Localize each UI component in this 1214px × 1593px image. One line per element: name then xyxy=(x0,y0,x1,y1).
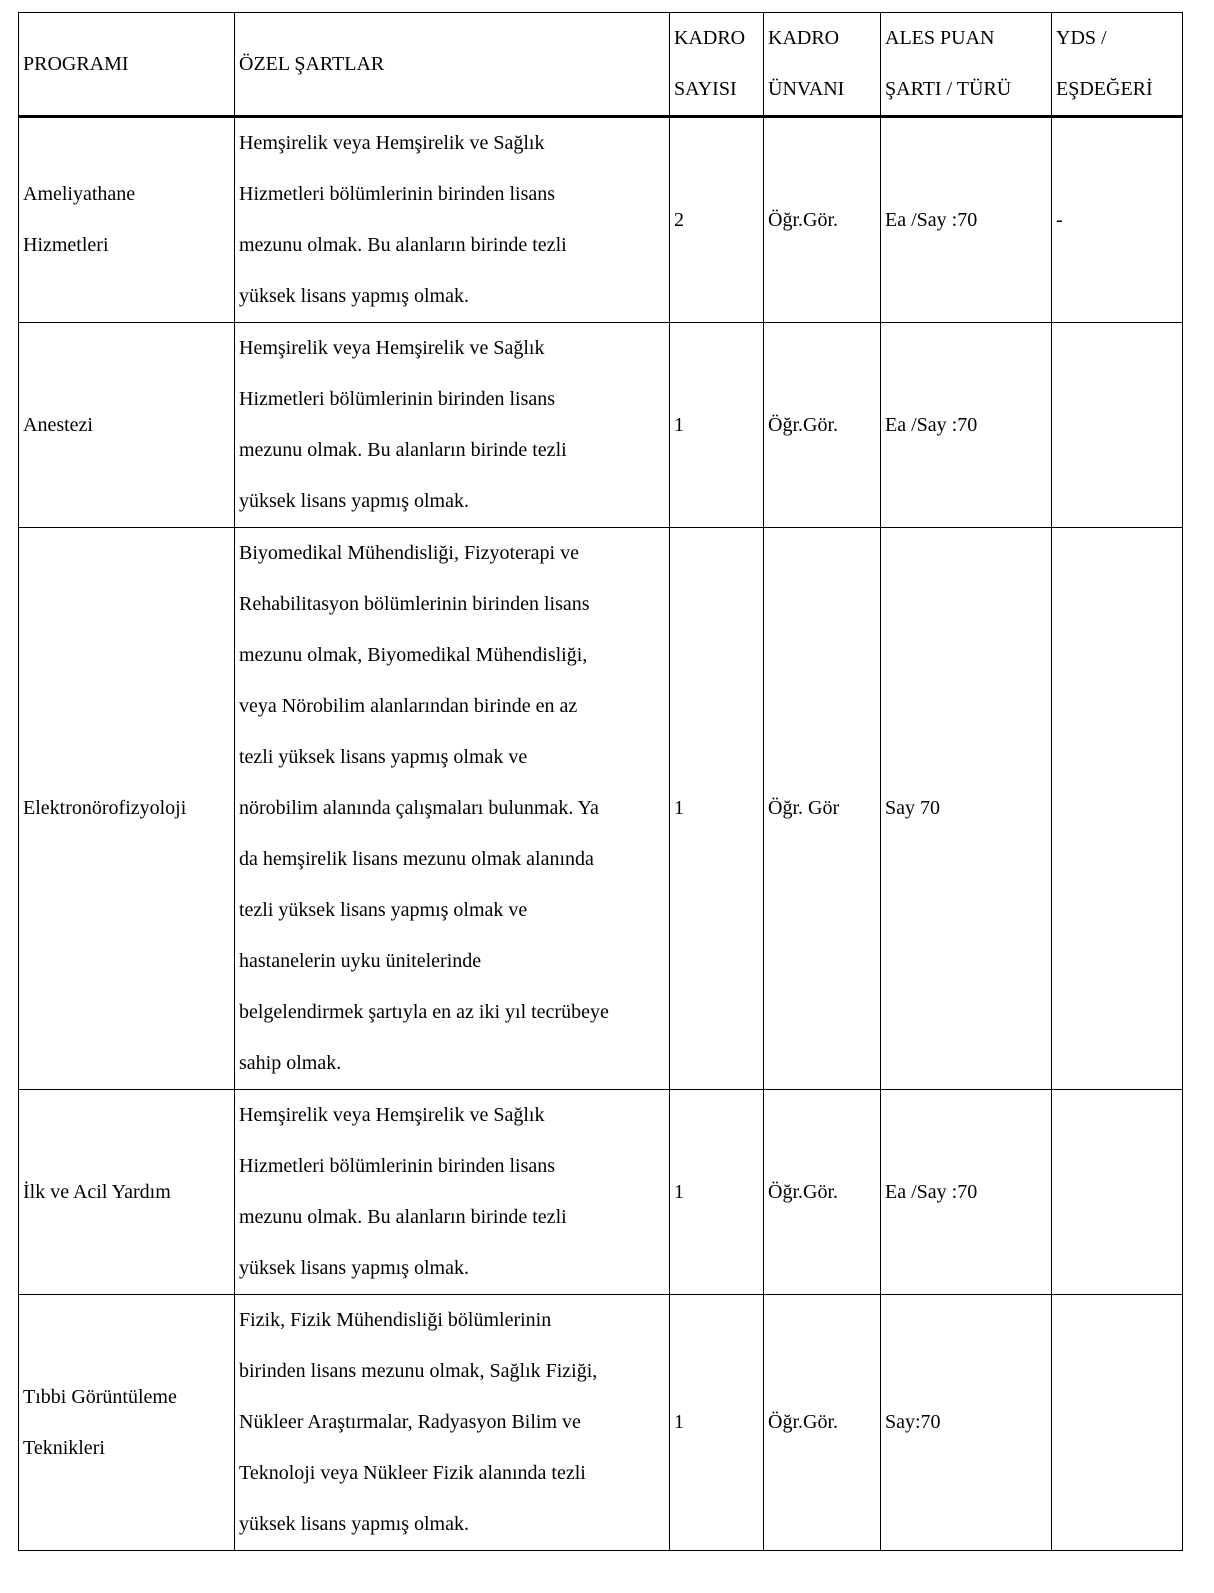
header-row xyxy=(19,13,1183,117)
position-count-cell: 1 xyxy=(670,1295,764,1551)
cell-line: Hizmetleri bölümlerinin birinden lisans xyxy=(239,1155,556,1177)
program-cell xyxy=(19,117,235,323)
table-body xyxy=(19,13,1183,1551)
ales-cell: Ea /Say :70 xyxy=(881,323,1052,528)
program-cell xyxy=(19,1295,235,1551)
program-cell xyxy=(19,1090,235,1295)
staff-positions-table xyxy=(18,12,1183,1551)
cell-line: YDS / xyxy=(1056,27,1107,49)
conditions-cell xyxy=(235,323,670,528)
cell-line: Teknoloji veya Nükleer Fizik alanında tezli xyxy=(239,1462,586,1484)
cell-line: tezli yüksek lisans yapmış olmak ve xyxy=(239,746,528,768)
cell-line: ÖZEL ŞARTLAR xyxy=(239,52,385,75)
cell-line: EŞDEĞERİ xyxy=(1056,78,1153,100)
position-title-cell: Öğr.Gör. xyxy=(764,323,881,528)
header-position-title xyxy=(764,13,881,117)
cell-line: hastanelerin uyku ünitelerinde xyxy=(239,950,482,972)
cell-line: Nükleer Araştırmalar, Radyasyon Bilim ve xyxy=(239,1411,581,1433)
cell-line: yüksek lisans yapmış olmak. xyxy=(239,490,469,512)
position-title-cell: Öğr.Gör. xyxy=(764,117,881,323)
conditions-cell xyxy=(235,1295,670,1551)
cell-line: ÜNVANI xyxy=(768,78,845,100)
cell-line: mezunu olmak. Bu alanların birinde tezli xyxy=(239,234,567,256)
yds-cell xyxy=(1052,323,1183,528)
cell-line: yüksek lisans yapmış olmak. xyxy=(239,1513,469,1535)
cell-line: KADRO xyxy=(768,27,840,49)
position-title-cell: Öğr.Gör. xyxy=(764,1090,881,1295)
cell-line: İlk ve Acil Yardım xyxy=(23,1180,171,1203)
cell-line: mezunu olmak. Bu alanların birinde tezli xyxy=(239,1206,567,1228)
cell-line: Fizik, Fizik Mühendisliği bölümlerinin xyxy=(239,1309,552,1331)
header-ales-requirement xyxy=(881,13,1052,117)
header-position-count xyxy=(670,13,764,117)
cell-line: birinden lisans mezunu olmak, Sağlık Fiziği, xyxy=(239,1360,598,1382)
cell-line: da hemşirelik lisans mezunu olmak alanında xyxy=(239,848,594,870)
cell-line: Hizmetleri bölümlerinin birinden lisans xyxy=(239,183,556,205)
cell-line: Ameliyathane xyxy=(23,183,136,205)
cell-line: nörobilim alanında çalışmaları bulunmak. Ya xyxy=(239,797,599,819)
cell-line: Hemşirelik veya Hemşirelik ve Sağlık xyxy=(239,1104,545,1126)
cell-line: mezunu olmak, Biyomedikal Mühendisliği, xyxy=(239,644,588,666)
cell-line: yüksek lisans yapmış olmak. xyxy=(239,285,469,307)
cell-line: SAYISI xyxy=(674,78,737,100)
conditions-cell xyxy=(235,117,670,323)
conditions-cell xyxy=(235,1090,670,1295)
cell-line: Teknikleri xyxy=(23,1436,105,1459)
position-count-cell: 1 xyxy=(670,528,764,1090)
cell-line: Rehabilitasyon bölümlerinin birinden lisans xyxy=(239,593,590,615)
ales-cell: Ea /Say :70 xyxy=(881,1090,1052,1295)
header-program xyxy=(19,13,235,117)
cell-line: yüksek lisans yapmış olmak. xyxy=(239,1257,469,1279)
table-row xyxy=(19,117,1183,323)
position-count-cell: 1 xyxy=(670,323,764,528)
cell-line: Tıbbi Görüntüleme xyxy=(23,1385,177,1408)
cell-line: tezli yüksek lisans yapmış olmak ve xyxy=(239,899,528,921)
yds-cell: - xyxy=(1052,117,1183,323)
cell-line: Hizmetleri bölümlerinin birinden lisans xyxy=(239,388,556,410)
cell-line: Biyomedikal Mühendisliği, Fizyoterapi ve xyxy=(239,542,579,564)
cell-line: ALES PUAN xyxy=(885,27,995,49)
yds-cell xyxy=(1052,528,1183,1090)
table-row xyxy=(19,1090,1183,1295)
cell-line: Hemşirelik veya Hemşirelik ve Sağlık xyxy=(239,132,545,154)
yds-cell xyxy=(1052,1090,1183,1295)
cell-line: PROGRAMI xyxy=(23,52,129,75)
ales-cell: Say 70 xyxy=(881,528,1052,1090)
cell-line: Anestezi xyxy=(23,413,93,436)
cell-line: Hizmetleri xyxy=(23,234,109,256)
table-row xyxy=(19,528,1183,1090)
cell-line: Elektronörofizyoloji xyxy=(23,797,187,819)
header-special-conditions xyxy=(235,13,670,117)
cell-line: ŞARTI / TÜRÜ xyxy=(885,78,1012,100)
cell-line: belgelendirmek şartıyla en az iki yıl tecrübeye xyxy=(239,1001,609,1023)
ales-cell: Ea /Say :70 xyxy=(881,117,1052,323)
cell-line: veya Nörobilim alanlarından birinde en az xyxy=(239,695,578,717)
position-title-cell: Öğr. Gör xyxy=(764,528,881,1090)
cell-line: sahip olmak. xyxy=(239,1052,342,1074)
cell-line: mezunu olmak. Bu alanların birinde tezli xyxy=(239,439,567,461)
position-title-cell: Öğr.Gör. xyxy=(764,1295,881,1551)
program-cell xyxy=(19,528,235,1090)
ales-cell: Say:70 xyxy=(881,1295,1052,1551)
table-row xyxy=(19,1295,1183,1551)
header-yds-equivalent xyxy=(1052,13,1183,117)
cell-line: Hemşirelik veya Hemşirelik ve Sağlık xyxy=(239,337,545,359)
position-count-cell: 2 xyxy=(670,117,764,323)
program-cell xyxy=(19,323,235,528)
yds-cell xyxy=(1052,1295,1183,1551)
table-row xyxy=(19,323,1183,528)
conditions-cell xyxy=(235,528,670,1090)
position-count-cell: 1 xyxy=(670,1090,764,1295)
cell-line: KADRO xyxy=(674,27,746,49)
